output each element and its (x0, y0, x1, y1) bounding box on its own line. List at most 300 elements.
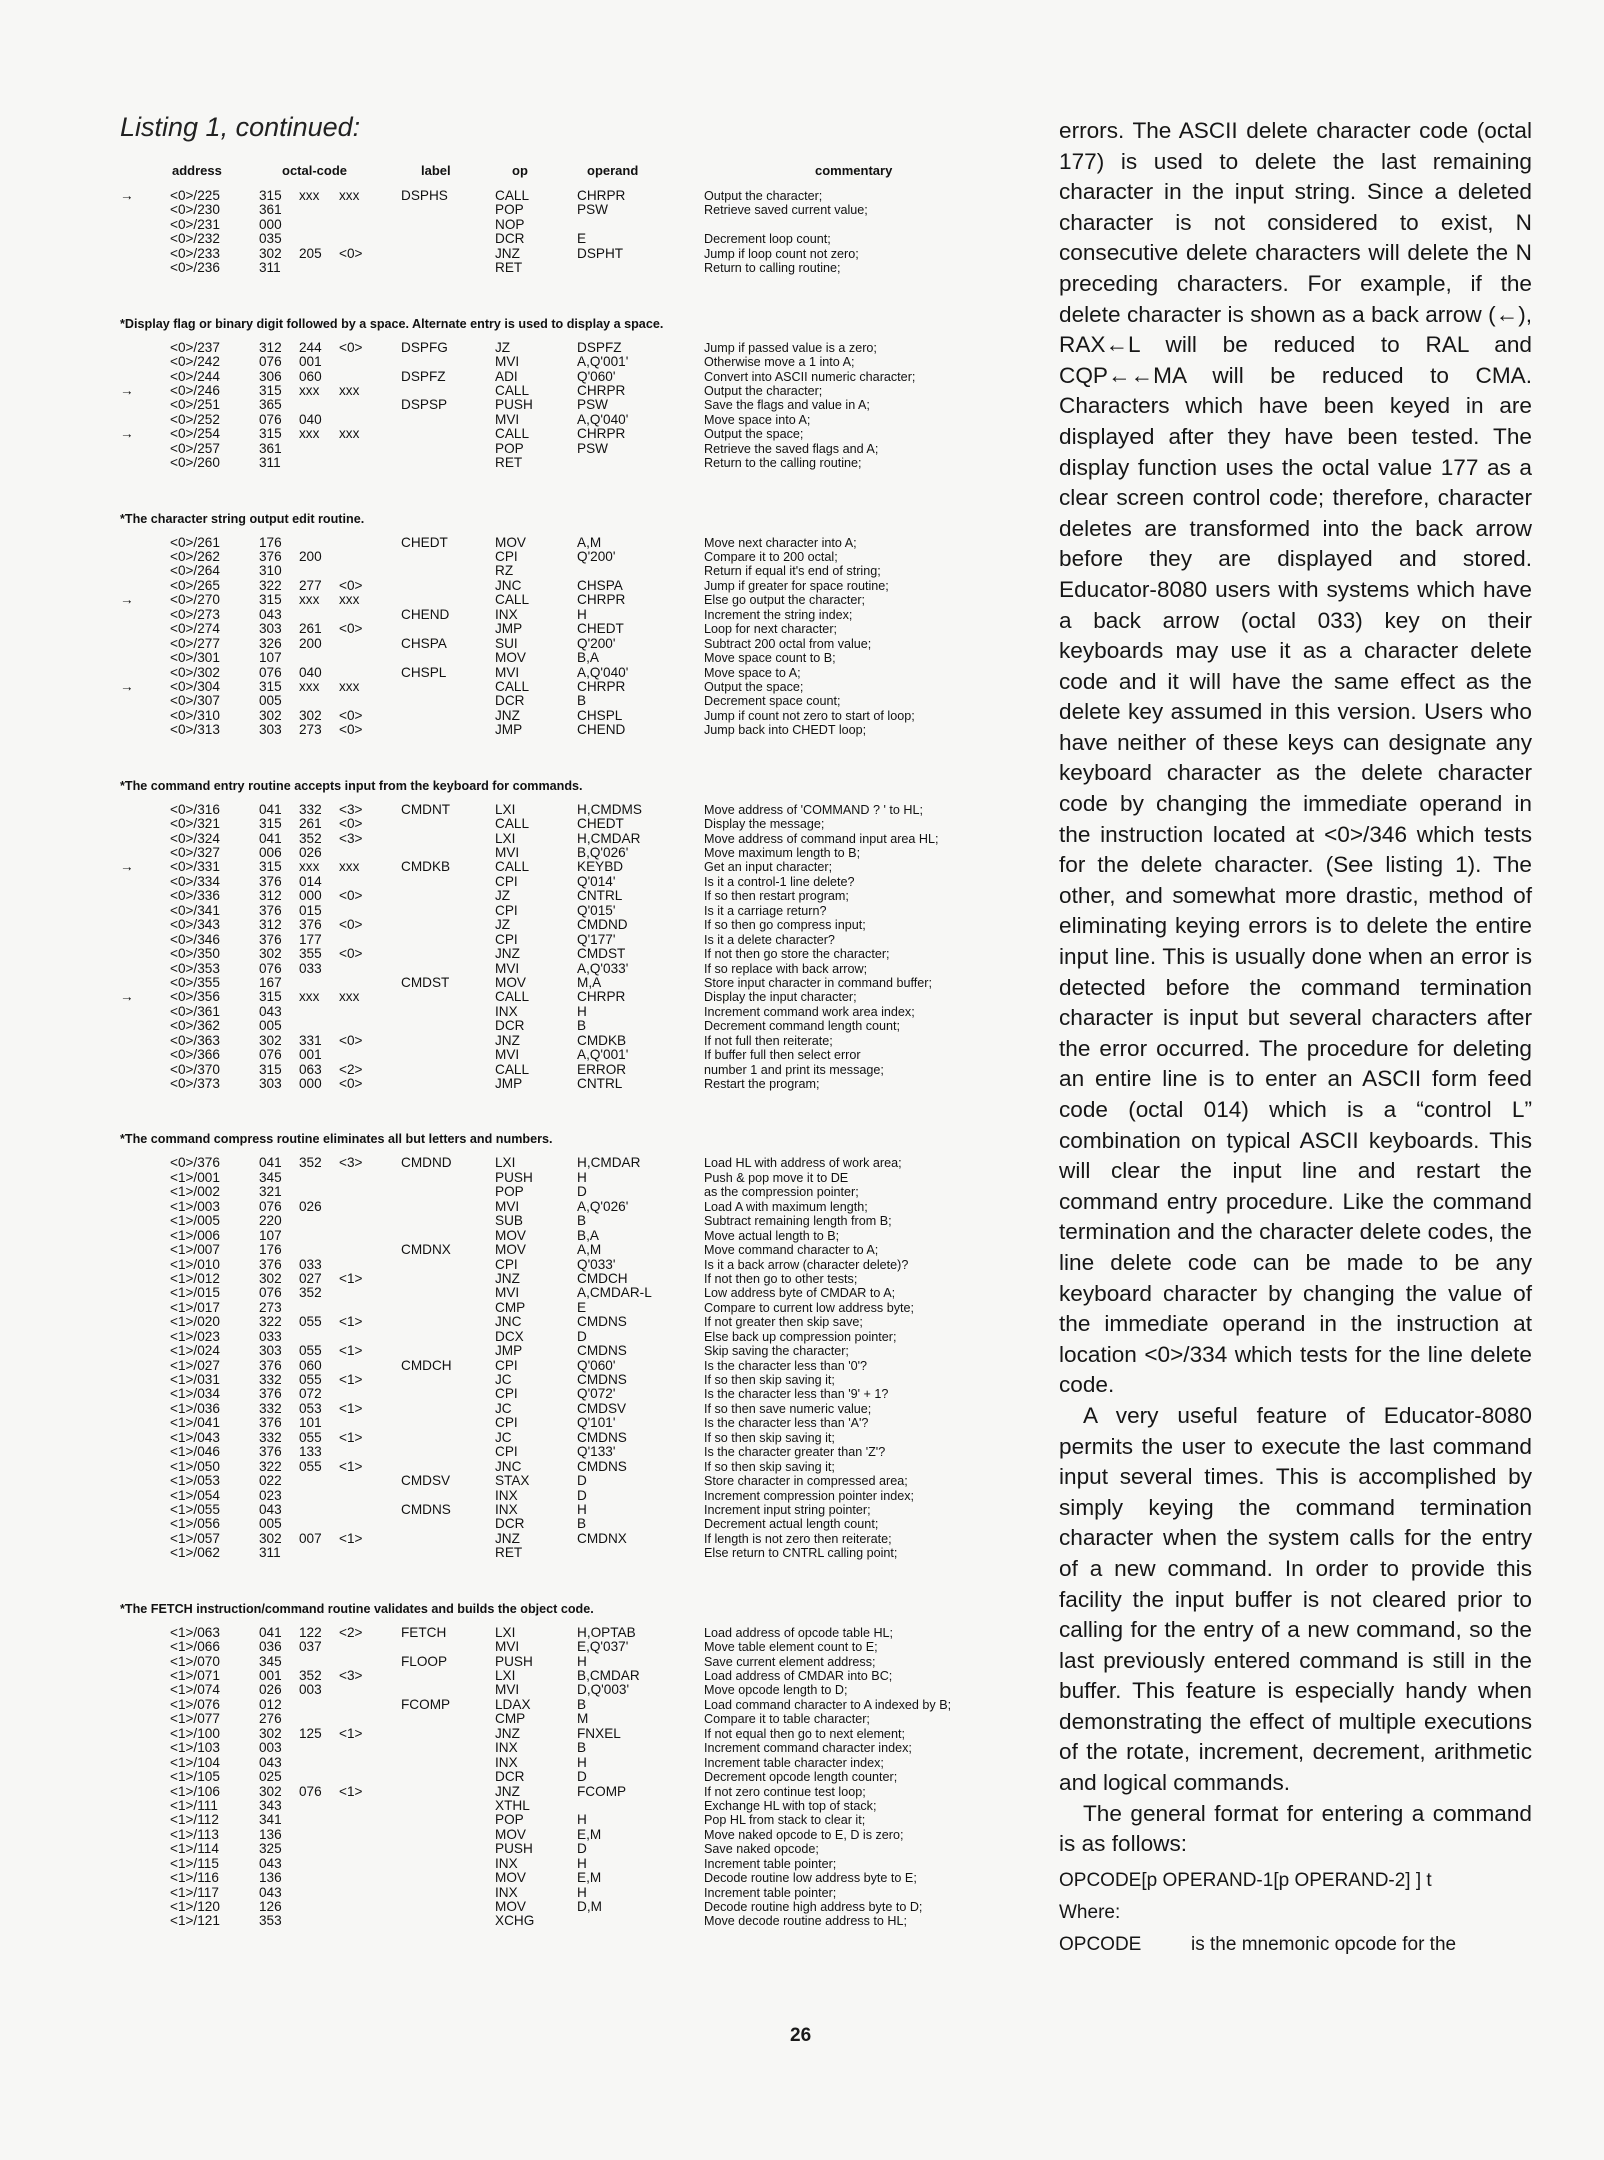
listing-row (120, 1301, 1020, 1315)
address: <0>/254 (170, 426, 220, 442)
listing-row (120, 622, 1020, 636)
octal-byte-3: <1> (339, 1725, 363, 1741)
octal-byte-2: 352 (299, 1668, 322, 1683)
address: <0>/370 (170, 1061, 220, 1077)
opcode: INX (495, 1487, 518, 1503)
opcode-definition (1059, 1930, 1532, 1960)
address: <1>/077 (170, 1711, 220, 1727)
listing-row (120, 1359, 1020, 1373)
opcode: CPI (495, 1357, 518, 1373)
octal-byte-1: 076 (259, 1047, 282, 1063)
comment: Load command character to A indexed by B; (704, 1697, 952, 1712)
address: <1>/053 (170, 1473, 220, 1489)
opcode: CALL (495, 592, 530, 608)
operand: Q'200' (577, 635, 616, 651)
opcode: JNC (495, 1314, 522, 1330)
opcode: LXI (495, 830, 516, 846)
octal-byte-3: <1> (339, 1783, 363, 1799)
address: <1>/076 (170, 1696, 220, 1712)
listing-row (120, 1258, 1020, 1272)
operand: Q'060' (577, 368, 616, 384)
octal-byte-2: 053 (299, 1400, 322, 1416)
operand: D (577, 1841, 587, 1857)
address: <1>/111 (170, 1797, 218, 1813)
address: <1>/050 (170, 1458, 220, 1474)
opcode: INX (495, 1754, 518, 1770)
listing-row (120, 1416, 1020, 1430)
opcode: LDAX (495, 1696, 531, 1712)
octal-byte-3: xxx (339, 678, 360, 694)
octal-byte-3: <0> (339, 946, 363, 962)
address: <0>/353 (170, 960, 220, 976)
operand: B (577, 1018, 587, 1034)
octal-byte-2: 376 (299, 917, 322, 933)
comment: Move command character to A; (704, 1243, 879, 1258)
octal-byte-2: 040 (299, 411, 322, 427)
comment: Move opcode length to D; (704, 1683, 848, 1698)
address: <0>/270 (170, 592, 220, 608)
opcode: CALL (495, 816, 530, 832)
octal-byte-2: xxx (299, 382, 320, 398)
octal-byte-2: 261 (299, 816, 322, 832)
operand: H (577, 1169, 587, 1185)
octal-byte-1: 273 (259, 1299, 282, 1315)
address: <0>/321 (170, 816, 220, 832)
octal-byte-2: 205 (299, 245, 322, 261)
octal-byte-1: 345 (259, 1653, 282, 1669)
comment: Jump if greater for space routine; (704, 578, 889, 593)
opcode: MVI (495, 845, 520, 860)
opcode: INX (495, 606, 518, 622)
opcode: JMP (495, 722, 523, 738)
label: CMDNT (401, 801, 451, 817)
address: <1>/071 (170, 1668, 220, 1683)
octal-byte-1: 315 (259, 859, 282, 875)
octal-byte-2: 040 (299, 664, 322, 680)
octal-byte-3: <0> (339, 1076, 363, 1091)
listing-row (120, 933, 1020, 947)
octal-byte-2: 037 (299, 1639, 322, 1655)
address: <0>/246 (170, 382, 220, 398)
opcode: CALL (495, 382, 530, 398)
comment: Is the character less than 'A'? (704, 1416, 869, 1431)
address: <0>/313 (170, 722, 220, 738)
comment: Load address of opcode table HL; (704, 1625, 894, 1640)
opcode: CMP (495, 1299, 526, 1315)
octal-byte-2: 001 (299, 1047, 322, 1063)
opcode: DCR (495, 231, 525, 247)
operand: B (577, 693, 587, 709)
octal-byte-1: 315 (259, 989, 282, 1005)
address: <0>/225 (170, 188, 220, 203)
listing-row (120, 1005, 1020, 1019)
address: <0>/363 (170, 1032, 220, 1048)
octal-byte-1: 036 (259, 1639, 282, 1655)
opcode: STAX (495, 1473, 530, 1489)
label: DSPFG (401, 339, 448, 355)
label: DSPFZ (401, 368, 446, 384)
comment: Move naked opcode to E, D is zero; (704, 1827, 904, 1842)
address: <0>/343 (170, 917, 220, 933)
header-op: op (512, 163, 528, 178)
opcode: RET (495, 1545, 523, 1561)
opcode: ADI (495, 368, 518, 384)
octal-byte-1: 302 (259, 1725, 282, 1741)
address: <1>/010 (170, 1256, 220, 1272)
octal-byte-3: <2> (339, 1624, 363, 1640)
comment: Decrement opcode length counter; (704, 1770, 898, 1785)
address: <1>/031 (170, 1372, 220, 1387)
octal-byte-2: 133 (299, 1444, 322, 1460)
octal-byte-1: 303 (259, 1076, 282, 1091)
operand: KEYBD (577, 859, 624, 875)
opcode: PUSH (495, 1169, 533, 1185)
address: <0>/341 (170, 902, 220, 918)
address: <1>/104 (170, 1754, 220, 1770)
comment: Decrement command length count; (704, 1019, 901, 1034)
operand: H (577, 1501, 587, 1517)
octal-byte-1: 322 (259, 1314, 282, 1330)
octal-byte-1: 136 (259, 1870, 282, 1886)
octal-byte-2: 072 (299, 1386, 322, 1402)
listing-row (120, 203, 1020, 217)
operand: DSPHT (577, 245, 624, 261)
octal-byte-2: 060 (299, 368, 322, 384)
comment: Return to the calling routine; (704, 456, 862, 471)
listing-row (120, 723, 1020, 737)
octal-byte-2: 076 (299, 1783, 322, 1799)
octal-byte-2: 277 (299, 577, 322, 593)
address: <1>/054 (170, 1487, 220, 1503)
listing-row (120, 370, 1020, 384)
address: <0>/264 (170, 563, 220, 579)
address: <1>/121 (170, 1913, 220, 1929)
octal-byte-1: 276 (259, 1711, 282, 1727)
address: <0>/233 (170, 245, 220, 261)
opcode: RZ (495, 563, 514, 579)
octal-byte-1: 303 (259, 722, 282, 738)
octal-byte-3: <0> (339, 339, 363, 355)
comment: Increment compression pointer index; (704, 1488, 914, 1503)
comment: Save naked opcode; (704, 1842, 819, 1857)
octal-byte-1: 076 (259, 411, 282, 427)
listing-row (120, 427, 1020, 441)
address: <0>/362 (170, 1018, 220, 1034)
listing-row (120, 1019, 1020, 1033)
address: <0>/324 (170, 830, 220, 846)
listing-header (120, 163, 1020, 183)
operand: CHSPA (577, 577, 623, 593)
octal-byte-1: 302 (259, 946, 282, 962)
address: <0>/301 (170, 650, 220, 666)
octal-byte-1: 315 (259, 816, 282, 832)
listing-row (120, 1034, 1020, 1048)
listing-row (120, 947, 1020, 961)
octal-byte-1: 033 (259, 1328, 282, 1344)
operand: D (577, 1328, 587, 1344)
octal-byte-1: 126 (259, 1899, 282, 1914)
opcode: MOV (495, 534, 526, 550)
comment: Increment the string index; (704, 607, 853, 622)
operand: D,M (577, 1899, 602, 1914)
comment: Pop HL from stack to clear it; (704, 1813, 866, 1828)
octal-byte-1: 302 (259, 1783, 282, 1799)
octal-byte-1: 043 (259, 1754, 282, 1770)
operand: H (577, 1812, 587, 1828)
opcode: JMP (495, 1343, 523, 1359)
operand: H (577, 1884, 587, 1900)
listing-row (120, 384, 1020, 398)
operand: D,Q'003' (577, 1682, 630, 1698)
listing-row (120, 247, 1020, 261)
label: CMDND (401, 1155, 452, 1171)
octal-byte-1: 023 (259, 1487, 282, 1503)
opcode: CPI (495, 931, 518, 947)
octal-byte-3: xxx (339, 382, 360, 398)
address: <0>/252 (170, 411, 220, 427)
listing-row (120, 1857, 1020, 1871)
octal-byte-1: 376 (259, 1256, 282, 1272)
address: <1>/106 (170, 1783, 220, 1799)
address: <0>/361 (170, 1003, 220, 1019)
octal-byte-1: 341 (259, 1812, 282, 1828)
comment: Store input character in command buffer; (704, 975, 932, 990)
octal-byte-1: 376 (259, 902, 282, 918)
comment: Move space count to B; (704, 651, 836, 666)
octal-byte-2: 026 (299, 1198, 322, 1214)
operand: B,A (577, 650, 599, 666)
address: <0>/261 (170, 534, 220, 550)
octal-byte-1: 076 (259, 1198, 282, 1214)
paragraph-repeat-command: A very useful feature of Educator-8080 permits the user to execute the last command input several times. This is accomplished by simply keying the command termination character when the system calls for the entry of a new command. In order to provide this facility the input buffer is not cleared prior to calling for the entry of a new command, so the last previously entered command is still in the buffer. This feature is especially handy when demonstrating the effect of multiple executions of the rotate, increment, decrement, arithmetic and logical commands. (1059, 1402, 1532, 1796)
octal-byte-1: 302 (259, 1032, 282, 1048)
listing-row (120, 1785, 1020, 1799)
opcode: JNZ (495, 1725, 520, 1741)
opcode: LXI (495, 1624, 516, 1640)
address: <1>/070 (170, 1653, 220, 1669)
address: <1>/001 (170, 1169, 220, 1185)
octal-byte-1: 311 (259, 455, 281, 471)
operand: Q'015' (577, 902, 616, 918)
operand: B,A (577, 1227, 599, 1243)
octal-byte-3: xxx (339, 592, 360, 608)
octal-byte-1: 001 (259, 1668, 282, 1683)
octal-byte-1: 343 (259, 1797, 282, 1813)
octal-byte-3: <1> (339, 1314, 363, 1330)
opcode: JNZ (495, 1270, 520, 1286)
octal-byte-3: <0> (339, 888, 363, 904)
comment: Load HL with address of work area; (704, 1156, 902, 1171)
address: <0>/316 (170, 801, 220, 817)
octal-byte-2: 177 (299, 931, 322, 947)
octal-byte-3: <0> (339, 816, 363, 832)
octal-byte-1: 310 (259, 563, 282, 579)
octal-byte-2: 000 (299, 888, 322, 904)
address: <1>/062 (170, 1545, 220, 1561)
octal-byte-1: 076 (259, 664, 282, 680)
comment: Return if equal it's end of string; (704, 564, 881, 579)
comment: Is it a carriage return? (704, 903, 827, 918)
operand: Q'072' (577, 1386, 616, 1402)
operand: M,A (577, 974, 602, 990)
section-note: *The command compress routine eliminates all but letters and numbers. (120, 1132, 553, 1147)
comment: If length is not zero then reiterate; (704, 1531, 892, 1546)
octal-byte-1: 043 (259, 1884, 282, 1900)
octal-byte-3: <3> (339, 801, 363, 817)
listing-row (120, 1683, 1020, 1697)
opcode: CMP (495, 1711, 526, 1727)
octal-byte-1: 176 (259, 534, 282, 550)
address: <0>/251 (170, 397, 220, 413)
octal-byte-2: 060 (299, 1357, 322, 1373)
octal-byte-2: 352 (299, 1285, 322, 1301)
octal-byte-1: 312 (259, 888, 282, 904)
address: <1>/057 (170, 1530, 220, 1546)
address: <1>/034 (170, 1386, 220, 1402)
operand: CHEDT (577, 816, 624, 832)
opcode-term: OPCODE (1059, 1933, 1142, 1955)
octal-byte-2: 027 (299, 1270, 322, 1286)
octal-byte-3: <2> (339, 1061, 363, 1077)
comment: Display the message; (704, 817, 825, 832)
octal-byte-1: 043 (259, 1501, 282, 1517)
address: <1>/063 (170, 1624, 220, 1640)
address: <0>/262 (170, 549, 220, 564)
label: DSPHS (401, 188, 448, 203)
listing-row (120, 1373, 1020, 1387)
octal-byte-1: 312 (259, 339, 282, 355)
comment: Move space to A; (704, 665, 801, 680)
comment: Is the character less than '9' + 1? (704, 1387, 889, 1402)
operand: CMDNX (577, 1530, 627, 1546)
octal-byte-1: 000 (259, 216, 282, 232)
octal-byte-1: 025 (259, 1769, 282, 1785)
comment: Convert into ASCII numeric character; (704, 369, 916, 384)
listing-row (120, 918, 1020, 932)
label: CHEND (401, 606, 450, 622)
call-arrow: → (120, 188, 134, 203)
call-arrow: → (120, 678, 134, 694)
listing-row (120, 261, 1020, 275)
octal-byte-2: xxx (299, 859, 320, 875)
operand: D (577, 1769, 587, 1785)
octal-byte-2: 033 (299, 960, 322, 976)
section-note: *The FETCH instruction/command routine validates and builds the object code. (120, 1601, 594, 1616)
listing-body (120, 183, 1020, 1929)
opcode: RET (495, 455, 523, 471)
address: <0>/327 (170, 845, 220, 860)
opcode: LXI (495, 1155, 516, 1171)
comment: Move address of command input area HL; (704, 831, 939, 846)
listing-row (120, 1243, 1020, 1257)
octal-byte-3: <1> (339, 1458, 363, 1474)
opcode: JC (495, 1429, 512, 1445)
octal-byte-1: 315 (259, 426, 282, 442)
opcode: DCR (495, 693, 525, 709)
operand: E (577, 1299, 587, 1315)
comment: Load address of CMDAR into BC; (704, 1669, 893, 1683)
opcode: PUSH (495, 397, 533, 413)
comment: If so then skip saving it; (704, 1430, 835, 1445)
operand: E (577, 231, 587, 247)
address: <1>/023 (170, 1328, 220, 1344)
octal-byte-1: 306 (259, 368, 282, 384)
comment: Subtract 200 octal from value; (704, 636, 872, 651)
opcode: JC (495, 1400, 512, 1416)
comment: Output the character; (704, 383, 823, 398)
opcode: POP (495, 1184, 524, 1200)
label: CMDKB (401, 859, 451, 875)
operand: Q'200' (577, 549, 616, 564)
operand: B,Q'026' (577, 845, 629, 860)
octal-byte-1: 176 (259, 1242, 282, 1258)
opcode: CPI (495, 902, 518, 918)
call-arrow: → (120, 426, 134, 442)
operand: DSPFZ (577, 339, 622, 355)
operand: A,Q'001' (577, 1047, 629, 1063)
address: <0>/331 (170, 859, 220, 875)
opcode: INX (495, 1855, 518, 1871)
octal-byte-2: 125 (299, 1725, 322, 1741)
opcode: JNC (495, 1458, 522, 1474)
comment: If not then go store the character; (704, 947, 890, 962)
octal-byte-3: <1> (339, 1270, 363, 1286)
opcode: CALL (495, 188, 530, 203)
octal-byte-1: 315 (259, 382, 282, 398)
listing-row (120, 1900, 1020, 1914)
opcode: CALL (495, 678, 530, 694)
octal-byte-1: 353 (259, 1913, 282, 1929)
listing-row (120, 1315, 1020, 1329)
opcode: MVI (495, 354, 520, 370)
operand: CMDNS (577, 1372, 627, 1387)
comment: Increment table pointer; (704, 1856, 837, 1871)
operand: CHEND (577, 722, 626, 738)
octal-byte-2: 055 (299, 1429, 322, 1445)
opcode: MOV (495, 974, 526, 990)
opcode: MVI (495, 1198, 520, 1214)
listing-row (120, 1214, 1020, 1228)
listing-row (120, 456, 1020, 470)
listing-row (120, 442, 1020, 456)
listing-row (120, 1727, 1020, 1741)
octal-byte-2: 033 (299, 1256, 322, 1272)
listing-row (120, 1344, 1020, 1358)
listing-row (120, 232, 1020, 246)
comment: Return to calling routine; (704, 261, 841, 276)
octal-byte-1: 365 (259, 397, 282, 413)
address: <0>/236 (170, 260, 220, 276)
section-note: *The command entry routine accepts input from the keyboard for commands. (120, 778, 583, 793)
octal-byte-2: 000 (299, 1076, 322, 1091)
header-operand: operand (587, 163, 639, 178)
octal-byte-3: <1> (339, 1372, 363, 1387)
octal-byte-3: <0> (339, 245, 363, 261)
listing-row (120, 1063, 1020, 1077)
operand: CNTRL (577, 1076, 623, 1091)
operand: CMDNS (577, 1314, 627, 1330)
octal-byte-3: <1> (339, 1400, 363, 1416)
operand: Q'014' (577, 873, 616, 889)
octal-byte-2: xxx (299, 592, 320, 608)
comment: Increment command work area index; (704, 1004, 915, 1019)
address: <1>/041 (170, 1415, 220, 1431)
octal-byte-1: 005 (259, 1516, 282, 1532)
octal-byte-1: 303 (259, 621, 282, 637)
comment: Jump if passed value is a zero; (704, 340, 877, 355)
octal-byte-1: 376 (259, 549, 282, 564)
listing-row (120, 536, 1020, 550)
